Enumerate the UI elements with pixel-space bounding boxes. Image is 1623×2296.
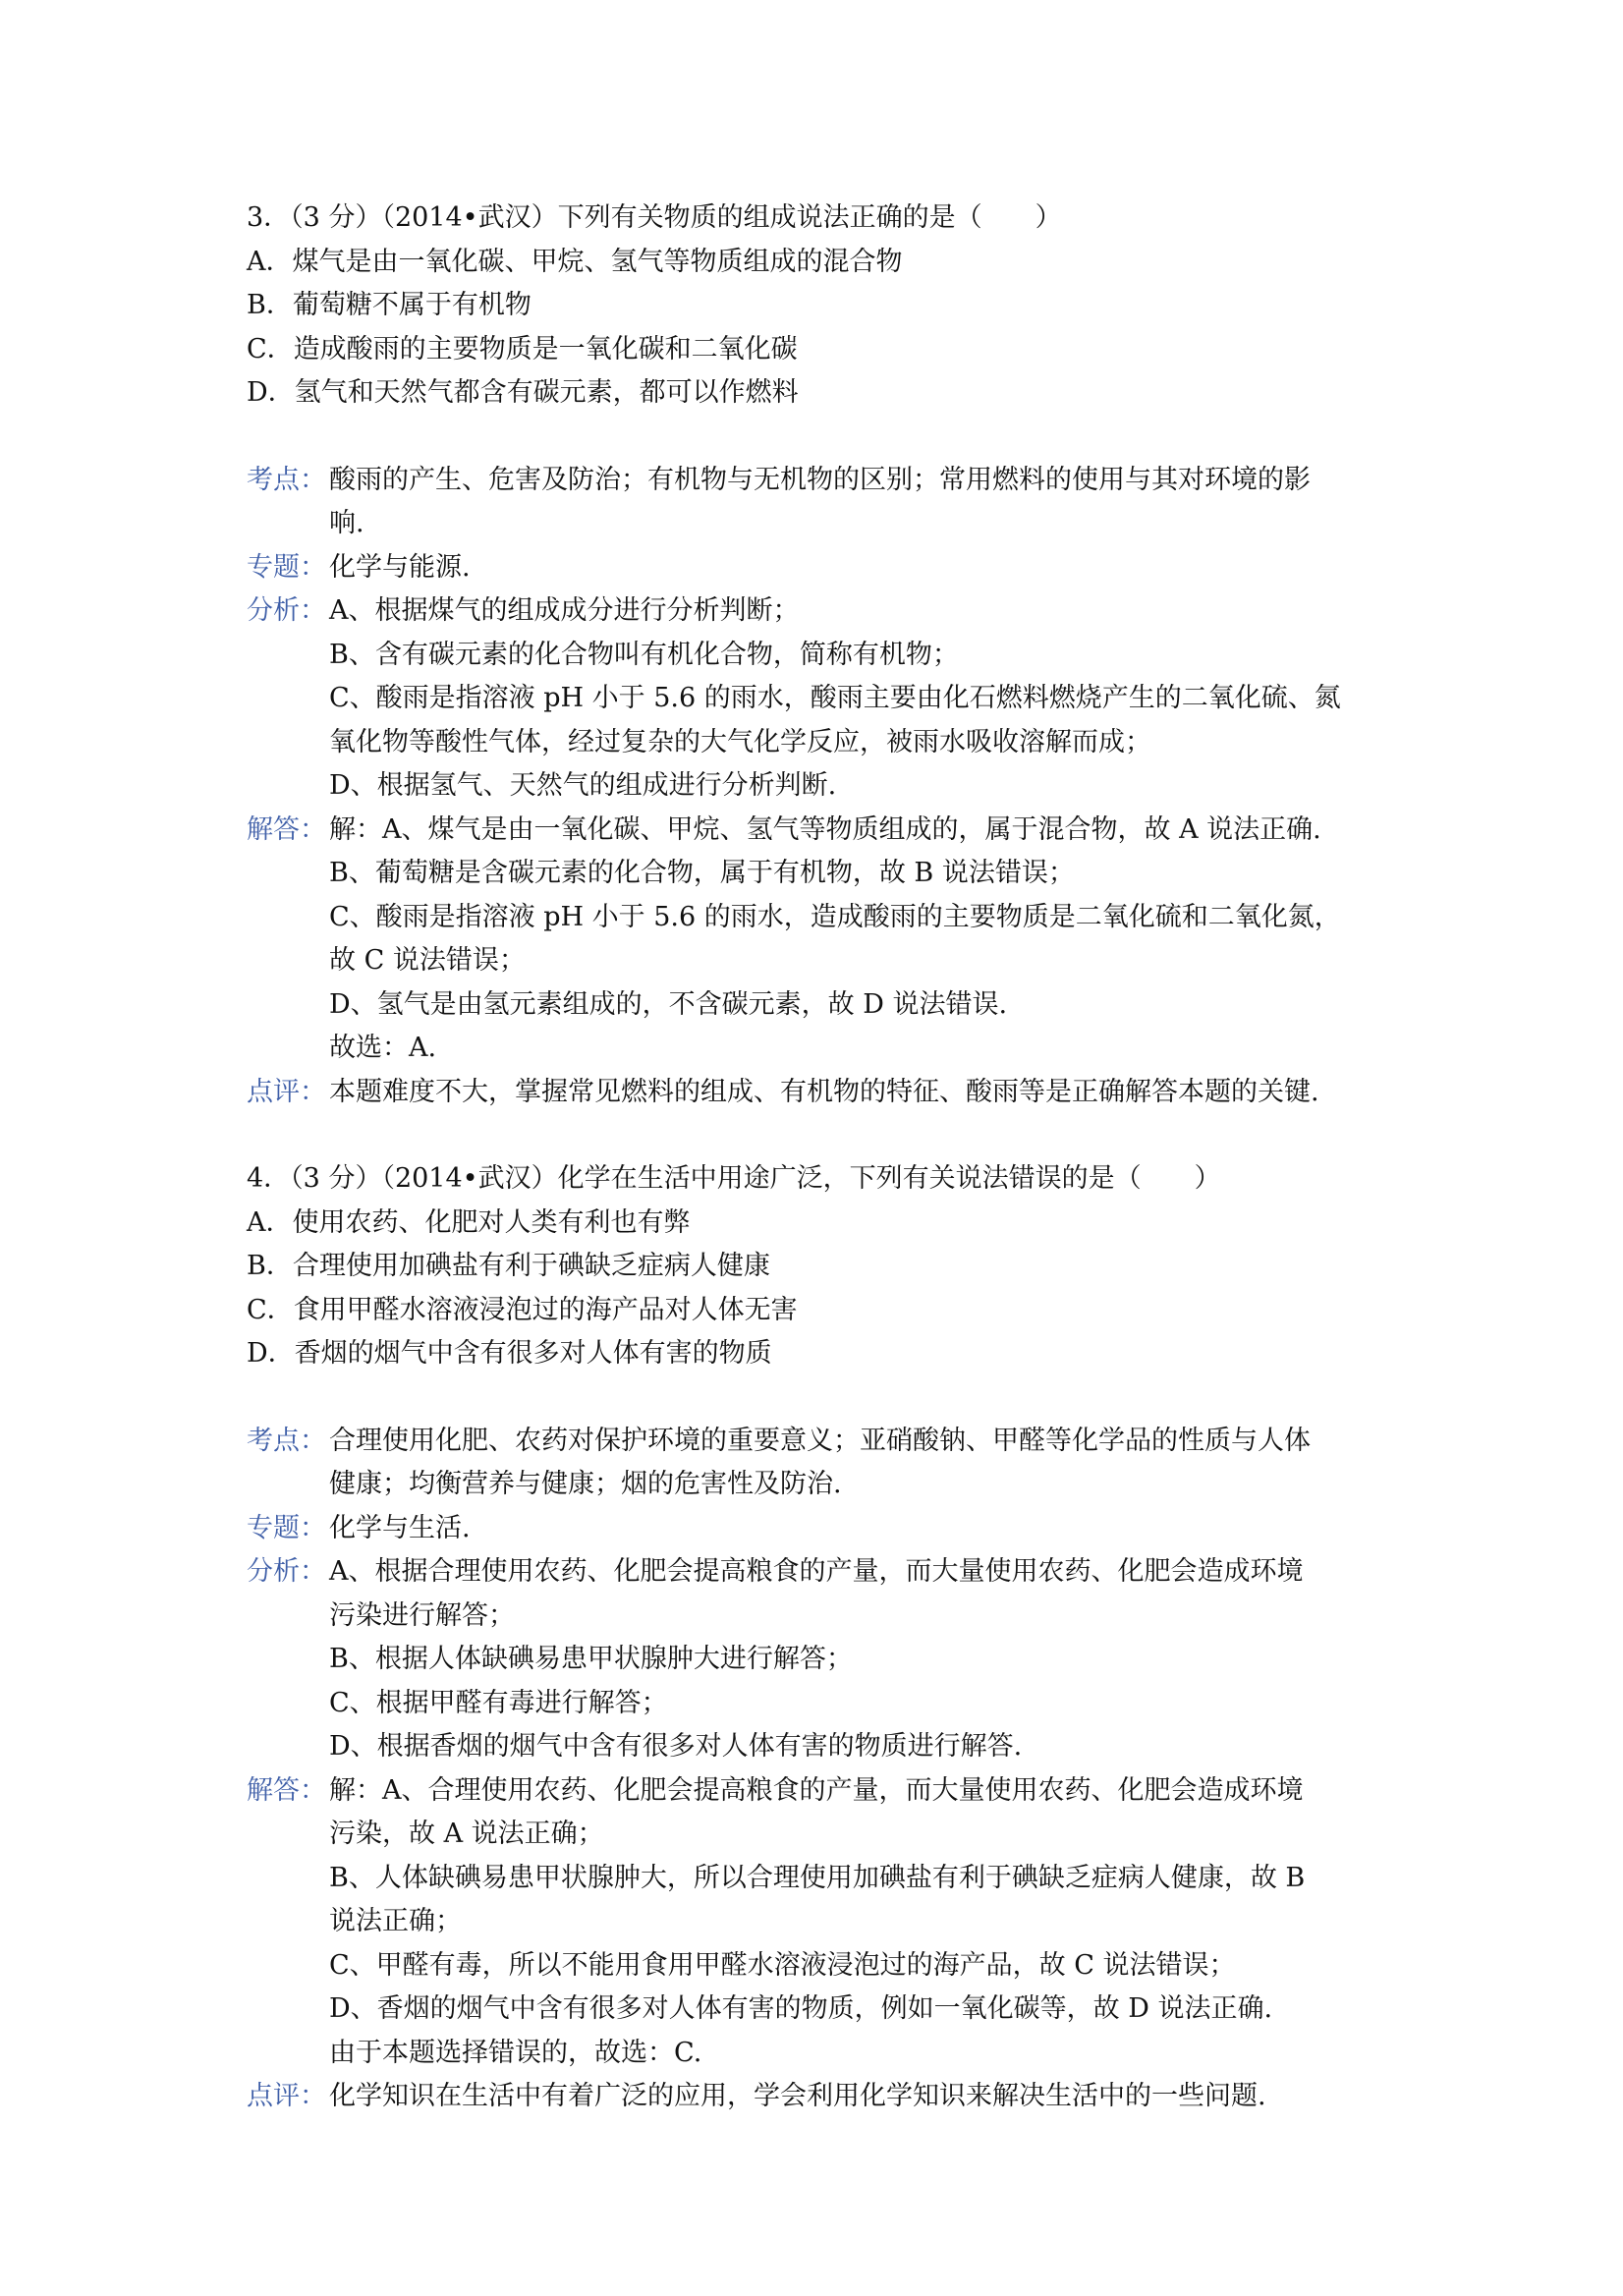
section-label: 点评： — [247, 2081, 326, 2111]
text-line: B、葡萄糖是含碳元素的化合物，属于有机物，故 B 说法错误； — [329, 858, 1075, 888]
text-line: A、根据煤气的组成成分进行分析判断； — [329, 595, 800, 626]
section-dianping — [247, 2075, 1396, 2119]
spacer — [247, 416, 1396, 459]
text-line: 酸雨的产生、危害及防治；有机物与无机物的区别；常用燃料的使用与其对环境的影 — [329, 464, 1311, 495]
section-zhuanti — [247, 546, 1396, 590]
spacer — [247, 1114, 1396, 1157]
section-body — [329, 1507, 1396, 1551]
section-fenxi — [247, 1550, 1396, 1769]
section-body — [329, 546, 1396, 590]
section-body — [329, 1550, 1396, 1769]
section-label: 专题： — [247, 551, 326, 583]
text-line: 氧化物等酸性气体，经过复杂的大气化学反应，被雨水吸收溶解而成； — [329, 726, 1151, 757]
text-line: 解：A、合理使用农药、化肥会提高粮食的产量，而大量使用农药、化肥会造成环境 — [329, 1774, 1304, 1806]
text-line: D、根据氢气、天然气的组成进行分析判断. — [329, 770, 837, 801]
section-body — [329, 589, 1396, 809]
text-line: 化学与生活. — [329, 1512, 471, 1543]
section-jieda — [247, 1769, 1396, 2076]
text-line: 化学知识在生活中有着广泛的应用，学会利用化学知识来解决生活中的一些问题. — [329, 2081, 1266, 2111]
option-b: B．葡萄糖不属于有机物 — [247, 290, 532, 320]
text-line: 污染进行解答； — [329, 1599, 515, 1631]
analysis-block — [247, 1420, 1396, 2119]
option-d: D．氢气和天然气都含有碳元素，都可以作燃料 — [247, 377, 799, 408]
text-line: C、酸雨是指溶液 pH 小于 5.6 的雨水，造成酸雨的主要物质是二氧化硫和二氧化氮， — [329, 901, 1341, 932]
section-dianping — [247, 1071, 1396, 1115]
option-d: D．香烟的烟气中含有很多对人体有害的物质 — [247, 1338, 772, 1369]
text-line: D、根据香烟的烟气中含有很多对人体有害的物质进行解答. — [329, 1731, 1023, 1762]
text-line: 响. — [329, 508, 364, 538]
section-fenxi — [247, 589, 1396, 809]
question-stem: 4．（3 分）（2014•武汉）化学在生活中用途广泛，下列有关说法错误的是（ ） — [247, 1163, 1221, 1194]
option-a: A．煤气是由一氧化碳、甲烷、氢气等物质组成的混合物 — [247, 246, 903, 277]
text-line: 由于本题选择错误的，故选：C. — [329, 2037, 702, 2068]
text-line: A、根据合理使用农药、化肥会提高粮食的产量，而大量使用农药、化肥会造成环境 — [329, 1556, 1304, 1587]
text-line: B、含有碳元素的化合物叫有机化合物，简称有机物； — [329, 639, 959, 670]
option-c: C．食用甲醛水溶液浸泡过的海产品对人体无害 — [247, 1294, 798, 1325]
section-label: 解答： — [247, 1774, 326, 1806]
question-4 — [247, 1157, 1396, 2119]
document-page — [247, 196, 1396, 2119]
question-3 — [247, 196, 1396, 1114]
analysis-block — [247, 459, 1396, 1115]
text-line: D、氢气是由氢元素组成的，不含碳元素，故 D 说法错误. — [329, 988, 1008, 1020]
section-label: 解答： — [247, 813, 326, 845]
text-line: B、人体缺碘易患甲状腺肿大，所以合理使用加碘盐有利于碘缺乏症病人健康，故 B — [329, 1862, 1306, 1893]
section-label: 专题： — [247, 1512, 326, 1543]
section-body — [329, 1420, 1396, 1507]
section-body — [329, 2075, 1396, 2119]
text-line: 健康；均衡营养与健康；烟的危害性及防治. — [329, 1469, 842, 1499]
text-line: 解：A、煤气是由一氧化碳、甲烷、氢气等物质组成的，属于混合物，故 A 说法正确. — [329, 813, 1321, 845]
section-body — [329, 1769, 1396, 2076]
section-label: 考点： — [247, 464, 326, 495]
text-line: 污染，故 A 说法正确； — [329, 1819, 604, 1849]
text-line: 故 C 说法错误； — [329, 945, 526, 976]
text-line: C、酸雨是指溶液 pH 小于 5.6 的雨水，酸雨主要由化石燃料燃烧产生的二氧化硫、氮 — [329, 683, 1341, 713]
section-label: 分析： — [247, 1556, 326, 1587]
section-label: 考点： — [247, 1425, 326, 1456]
option-c: C．造成酸雨的主要物质是一氧化碳和二氧化碳 — [247, 333, 798, 364]
section-body — [329, 1071, 1396, 1115]
text-line: 本题难度不大，掌握常见燃料的组成、有机物的特征、酸雨等是正确解答本题的关键. — [329, 1076, 1319, 1107]
text-line: 化学与能源. — [329, 551, 471, 583]
option-b: B．合理使用加碘盐有利于碘缺乏症病人健康 — [247, 1251, 770, 1281]
section-kaodian — [247, 1420, 1396, 1507]
section-body — [329, 809, 1396, 1071]
section-label: 分析： — [247, 595, 326, 626]
text-line: 说法正确； — [329, 1906, 462, 1936]
section-jieda — [247, 809, 1396, 1071]
section-label: 点评： — [247, 1076, 326, 1107]
text-line: 故选：A. — [329, 1033, 437, 1063]
section-zhuanti — [247, 1507, 1396, 1551]
text-line: 合理使用化肥、农药对保护环境的重要意义；亚硝酸钠、甲醛等化学品的性质与人体 — [329, 1425, 1311, 1456]
spacer — [247, 1376, 1396, 1420]
section-kaodian — [247, 459, 1396, 546]
option-a: A．使用农药、化肥对人类有利也有弊 — [247, 1206, 691, 1238]
text-line: B、根据人体缺碘易患甲状腺肿大进行解答； — [329, 1644, 853, 1674]
text-line: D、香烟的烟气中含有很多对人体有害的物质，例如一氧化碳等，故 D 说法正确. — [329, 1993, 1273, 2024]
text-line: C、根据甲醛有毒进行解答； — [329, 1687, 668, 1718]
text-line: C、甲醛有毒，所以不能用食用甲醛水溶液浸泡过的海产品，故 C 说法错误； — [329, 1949, 1236, 1981]
question-stem: 3．（3 分）（2014•武汉）下列有关物质的组成说法正确的是（ ） — [247, 202, 1062, 233]
section-body — [329, 459, 1396, 546]
